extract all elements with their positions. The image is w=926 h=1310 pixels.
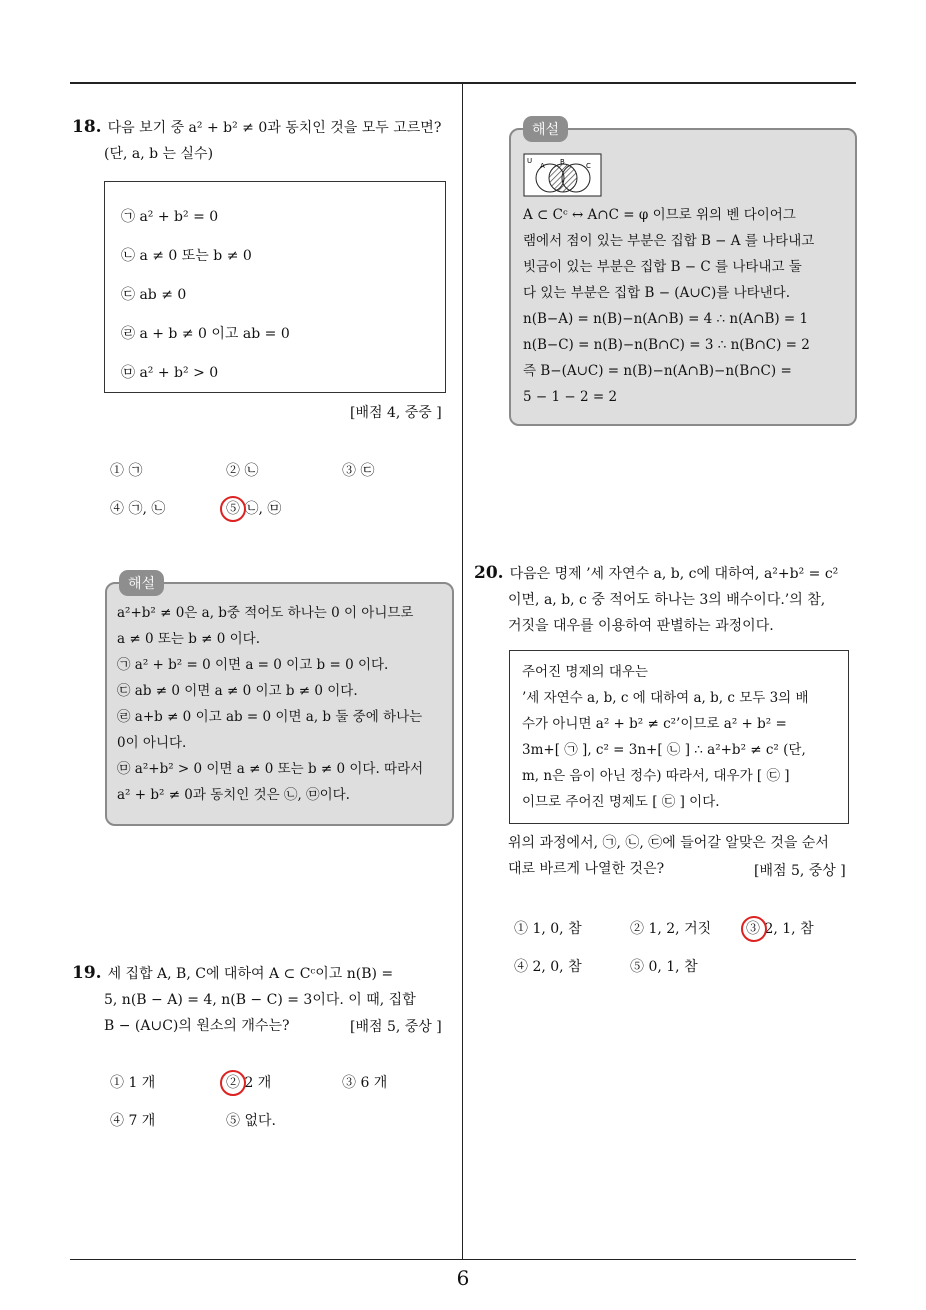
- q19-score: [배점 5, 중상 ]: [350, 1019, 442, 1035]
- bottom-rule: [70, 1259, 856, 1260]
- question-18: [72, 114, 452, 167]
- q18-line-1: 18. 다음 보기 중 a² + b² ≠ 0과 동치인 것을 모두 고르면?: [72, 117, 442, 137]
- q19-option-3[interactable]: ③ 6 개: [342, 1075, 388, 1091]
- q19-option-4[interactable]: ④ 7 개: [110, 1113, 156, 1129]
- q20-option-2[interactable]: ② 1, 2, 거짓: [630, 921, 712, 937]
- q18-score: [배점 4, 중중 ]: [350, 405, 442, 421]
- q19-solution-box: [509, 122, 857, 426]
- solution-tag: 해설: [119, 570, 164, 596]
- q18-option-1[interactable]: ① ㉠: [110, 463, 143, 479]
- q19-line-2: 5, n(B − A) = 4, n(B − C) = 3이다. 이 때, 집합: [104, 992, 416, 1008]
- solution-line: 0이 아니다.: [117, 735, 187, 751]
- solution-line: 램에서 점이 있는 부분은 집합 B − A 를 나타내고: [523, 233, 815, 249]
- solution-tag: 해설: [523, 116, 568, 142]
- venn-diagram: [523, 152, 603, 198]
- q19-option-1[interactable]: ① 1 개: [110, 1075, 156, 1091]
- q18-box-item: ㉣ a + b ≠ 0 이고 ab = 0: [121, 326, 290, 342]
- solution-line: n(B−A) = n(B)−n(A∩B) = 4 ∴ n(A∩B) = 1: [523, 311, 809, 327]
- solution-line: 즉 B−(A∪C) = n(B)−n(A∩B)−n(B∩C) =: [523, 363, 792, 379]
- q20-option-1[interactable]: ① 1, 0, 참: [514, 921, 582, 937]
- q20-option-3[interactable]: ③ 2, 1, 참: [746, 921, 814, 937]
- top-rule: [70, 82, 856, 84]
- solution-line: a ≠ 0 또는 b ≠ 0 이다.: [117, 631, 260, 647]
- q20-score: [배점 5, 중상 ]: [754, 863, 846, 879]
- q20-process-box: [509, 650, 849, 824]
- q20-box-line: m, n은 음이 아닌 정수) 따라서, 대우가 [ ㉢ ]: [522, 768, 790, 784]
- venn-label-a: A: [540, 162, 545, 170]
- q18-number: 18.: [72, 117, 102, 137]
- q18-solution-box: [105, 576, 454, 826]
- solution-line: ㉤ a²+b² > 0 이면 a ≠ 0 또는 b ≠ 0 이다. 따라서: [117, 761, 424, 777]
- q19-option-5[interactable]: ⑤ 없다.: [226, 1113, 276, 1129]
- solution-line: A ⊂ Cᶜ ↔ A∩C = φ 이므로 위의 벤 다이어그: [523, 207, 796, 223]
- q20-option-4[interactable]: ④ 2, 0, 참: [514, 959, 582, 975]
- solution-line: ㉠ a² + b² = 0 이면 a = 0 이고 b = 0 이다.: [117, 657, 389, 673]
- solution-line: n(B−C) = n(B)−n(B∩C) = 3 ∴ n(B∩C) = 2: [523, 337, 810, 353]
- q18-choice-box: [104, 181, 446, 393]
- q18-box-item: ㉡ a ≠ 0 또는 b ≠ 0: [121, 248, 252, 264]
- venn-label-b: B: [560, 158, 565, 166]
- venn-label-c: C: [586, 162, 591, 170]
- answer-mark-circle: [741, 916, 767, 942]
- q18-option-5[interactable]: ⑤ ㉡, ㉤: [226, 501, 282, 517]
- q20-box-line: ’세 자연수 a, b, c 에 대하여 a, b, c 모두 3의 배: [522, 690, 809, 706]
- q20-box-line: 수가 아니면 a² + b² ≠ c²’이므로 a² + b² =: [522, 716, 787, 732]
- answer-mark-circle: [220, 1070, 246, 1096]
- venn-label-u: U: [527, 157, 533, 165]
- q19-line-3: B − (A∪C)의 원소의 개수는?: [104, 1018, 290, 1034]
- question-20: [474, 560, 860, 639]
- q18-option-2[interactable]: ② ㉡: [226, 463, 259, 479]
- q18-box-item: ㉢ ab ≠ 0: [121, 287, 187, 303]
- q20-after-line: 위의 과정에서, ㉠, ㉡, ㉢에 들어갈 알맞은 것을 순서: [508, 835, 829, 851]
- solution-line: a² + b² ≠ 0과 동치인 것은 ㉡, ㉤이다.: [117, 787, 350, 803]
- solution-line: 5 − 1 − 2 = 2: [523, 389, 618, 405]
- q18-box-item: ㉠ a² + b² = 0: [121, 209, 219, 225]
- answer-mark-circle: [220, 496, 246, 522]
- q20-box-line: 이므로 주어진 명제도 [ ㉢ ] 이다.: [522, 794, 720, 810]
- solution-line: ㉣ a+b ≠ 0 이고 ab = 0 이면 a, b 둘 중에 하나는: [117, 709, 423, 725]
- q19-option-2[interactable]: ② 2 개: [226, 1075, 272, 1091]
- q19-line-1: 19. 세 집합 A, B, C에 대하여 A ⊂ Cᶜ이고 n(B) =: [72, 963, 394, 983]
- q20-line-1: 20. 다음은 명제 ’세 자연수 a, b, c에 대하여, a²+b² = c²: [474, 563, 839, 583]
- venn-circle-b: [549, 164, 577, 192]
- q19-number: 19.: [72, 963, 102, 983]
- q18-box-item: ㉤ a² + b² > 0: [121, 365, 219, 381]
- q18-option-3[interactable]: ③ ㉢: [342, 463, 375, 479]
- solution-line: a²+b² ≠ 0은 a, b중 적어도 하나는 0 이 아니므로: [117, 605, 414, 621]
- q18-line-2: (단, a, b 는 실수): [104, 146, 214, 162]
- q20-box-line: 주어진 명제의 대우는: [522, 664, 648, 680]
- q20-number: 20.: [474, 563, 504, 583]
- q20-box-line: 3m+[ ㉠ ], c² = 3n+[ ㉡ ] ∴ a²+b² ≠ c² (단,: [522, 742, 806, 758]
- q20-option-5[interactable]: ⑤ 0, 1, 참: [630, 959, 698, 975]
- solution-line: 빗금이 있는 부분은 집합 B − C 를 나타내고 둘: [523, 259, 802, 275]
- q20-line-3: 거짓을 대우를 이용하여 판별하는 과정이다.: [508, 618, 774, 634]
- page-number: 6: [456, 1266, 470, 1290]
- solution-line: 다 있는 부분은 집합 B − (A∪C)를 나타낸다.: [523, 285, 791, 301]
- column-divider: [462, 83, 463, 1260]
- solution-line: ㉢ ab ≠ 0 이면 a ≠ 0 이고 b ≠ 0 이다.: [117, 683, 358, 699]
- q20-after-line: 대로 바르게 나열한 것은?: [508, 861, 665, 877]
- q18-option-4[interactable]: ④ ㉠, ㉡: [110, 501, 166, 517]
- q20-line-2: 이면, a, b, c 중 적어도 하나는 3의 배수이다.’의 참,: [508, 592, 826, 608]
